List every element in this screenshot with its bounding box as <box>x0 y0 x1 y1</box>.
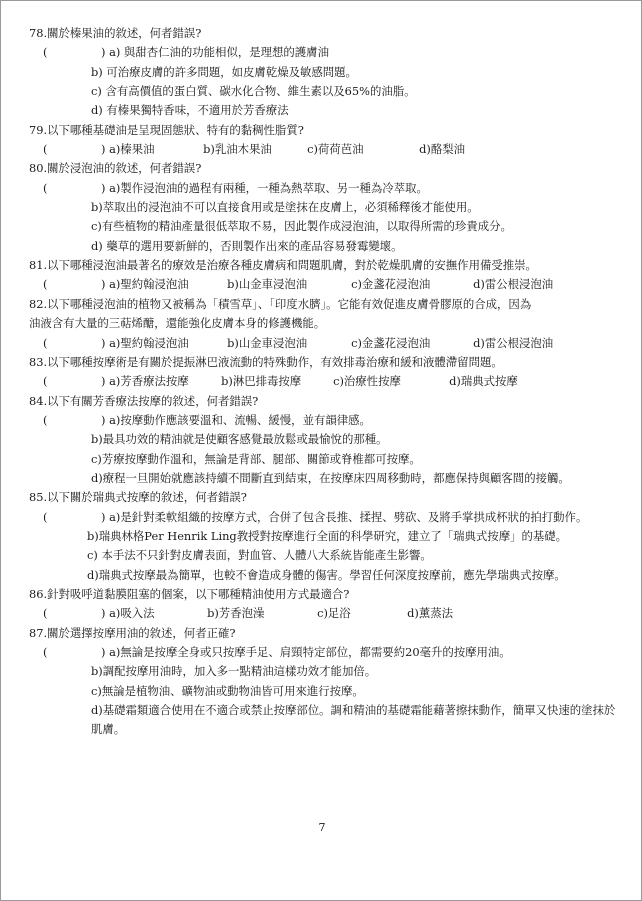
question-84-option-a: ( ) a)按摩動作應該要溫和、流暢、緩慢，並有韻律感。 <box>43 412 371 427</box>
question-82-stem-line-2: 油液含有大量的三萜烯醣，還能強化皮膚本身的修護機能。 <box>29 316 326 331</box>
question-79-option-a: a)榛果油 <box>109 142 155 157</box>
question-80-option-d: d) 藥草的選用要新鮮的，否則製作出來的產品容易發霉變壞。 <box>91 238 403 253</box>
question-80-stem: 80.關於浸泡油的敘述，何者錯誤? <box>29 161 202 176</box>
question-86-option-c: c)足浴 <box>317 606 351 621</box>
question-81-stem: 81.以下哪種浸泡油最著名的療效是治療各種皮膚病和問題肌膚，對於乾燥肌膚的安撫作用備受推崇。 <box>29 258 537 273</box>
question-82-options: ( ) a)聖約翰浸泡油 b)山金車浸泡油 c)金盞花浸泡油 d)雷公根浸泡油 <box>29 334 625 353</box>
question-80-option-c: c)有些植物的精油產量很低萃取不易，因此製作成浸泡油，以取得所需的珍貴成分。 <box>91 219 512 234</box>
question-81-option-c: c)金盞花浸泡油 <box>351 277 431 292</box>
question-81-option-a: a)聖約翰浸泡油 <box>109 277 189 292</box>
question-83-option-b: b)淋巴排毒按摩 <box>221 374 302 389</box>
question-79-option-d: d)酪梨油 <box>419 142 465 157</box>
page-number: 7 <box>318 821 326 834</box>
question-78-stem: 78.關於榛果油的敘述，何者錯誤? <box>29 26 202 40</box>
question-81-options: ( ) a)聖約翰浸泡油 b)山金車浸泡油 c)金盞花浸泡油 d)雷公根浸泡油 <box>29 275 625 294</box>
question-85-option-d: d)瑞典式按摩最為簡單，也較不會造成身體的傷害。學習任何深度按摩前，應先學瑞典式按摩。 <box>87 567 566 582</box>
question-86-option-a: a)吸入法 <box>109 606 155 621</box>
question-87-option-a: ( ) a)無論是按摩全身或只按摩手足、肩頸特定部位，都需要約20毫升的按摩用油。 <box>43 645 511 659</box>
question-87-option-b: b)調配按摩用油時，加入多一點精油這樣功效才能加倍。 <box>91 664 377 679</box>
question-78-option-b: b) 可治療皮膚的許多問題，如皮膚乾燥及敏感問題。 <box>91 64 357 79</box>
question-78-option-d: d) 有榛果獨特香味，不適用於芳香療法 <box>91 103 289 118</box>
question-80-option-b: b)萃取出的浸泡油不可以直接食用或是塗抹在皮膚上，必須稀釋後才能使用。 <box>91 200 479 215</box>
question-86-options: ( ) a)吸入法 b)芳香泡澡 c)足浴 d)薰蒸法 <box>29 604 625 623</box>
question-84-stem: 84.以下有關芳香療法按摩的敘述，何者錯誤? <box>29 393 259 408</box>
question-78-option-c: c) 含有高價值的蛋白質、碳水化合物、維生素以及65%的油脂。 <box>91 84 416 99</box>
question-83-stem: 83.以下哪種按摩術是有關於提振淋巴液流動的特殊動作，有效排毒治療和緩和液體滯留問題。 <box>29 354 503 369</box>
question-85-option-c: c) 本手法不只針對皮膚表面，對血管、人體八大系統皆能產生影響。 <box>87 548 432 563</box>
question-83-option-c: c)治療性按摩 <box>333 374 401 389</box>
question-82-option-d: d)雷公根浸泡油 <box>473 335 554 350</box>
question-82-option-a: a)聖約翰浸泡油 <box>109 335 189 350</box>
question-78-option-a: ( ) a) 與甜杏仁油的功能相似，是理想的護膚油 <box>43 45 329 60</box>
question-79-option-b: b)乳油木果油 <box>203 142 272 157</box>
question-87-option-d: d)基礎霜類適合使用在不適合或禁止按摩部位。調和精油的基礎霜能藉著擦抹動作，簡單又快速的塗抹於肌膚。 <box>91 703 616 737</box>
question-87-option-c: c)無論是植物油、礦物油或動物油皆可用來進行按摩。 <box>91 683 364 698</box>
question-80-option-a: ( ) a)製作浸泡油的過程有兩種，一種為熱萃取、另一種為冷萃取。 <box>43 180 428 195</box>
question-81-option-b: b)山金車浸泡油 <box>227 277 308 292</box>
question-84-option-c: c)芳療按摩動作溫和，無論是背部、腿部、關節或脊椎都可按摩。 <box>91 451 421 466</box>
question-84-option-d: d)療程一旦開始就應該持續不間斷直到結束，在按摩床四周移動時，都應保持與顧客間的接觸。 <box>91 470 570 485</box>
question-86-stem: 86.針對吸呼道黏膜阻塞的個案，以下哪種精油使用方式最適合? <box>29 586 350 601</box>
question-79-stem: 79.以下哪種基礎油是呈現固態狀、特有的黏稠性脂質? <box>29 122 304 137</box>
question-86-option-b: b)芳香泡澡 <box>207 606 265 621</box>
question-81-option-d: d)雷公根浸泡油 <box>473 277 554 292</box>
question-85-option-b: b)瑞典林格Per Henrik Ling教授對按摩進行全面的科學研究，建立了「瑞典式按摩」的基礎。 <box>87 528 568 543</box>
question-85-stem: 85.以下關於瑞典式按摩的敘述，何者錯誤? <box>29 490 247 505</box>
question-84-option-b: b)最具功效的精油就是使顧客感覺最放鬆或最愉悅的那種。 <box>91 432 388 447</box>
question-83-option-d: d)瑞典式按摩 <box>449 374 518 389</box>
question-83-option-a: a)芳香療法按摩 <box>109 374 189 389</box>
question-list <box>29 24 625 740</box>
question-83-options: ( ) a)芳香療法按摩 b)淋巴排毒按摩 c)治療性按摩 d)瑞典式按摩 <box>29 372 625 391</box>
question-87-stem: 87.關於選擇按摩用油的敘述，何者正確? <box>29 625 236 640</box>
question-82-stem-line-1: 82.以下哪種浸泡油的植物又被稱為「積雪草」、「印度水臍」。它能有效促進皮膚骨膠原的合成，因為 <box>29 296 532 311</box>
question-82-option-c: c)金盞花浸泡油 <box>351 335 431 350</box>
question-79-option-c: c)荷荷芭油 <box>307 142 364 157</box>
question-85-option-a: ( ) a)是針對柔軟組織的按摩方式，合併了包含長推、揉捏、劈砍、及將手掌拱成杯狀的拍打動作。 <box>43 509 588 524</box>
question-79-options: ( ) a)榛果油 b)乳油木果油 c)荷荷芭油 d)酪梨油 <box>29 140 625 159</box>
question-82-option-b: b)山金車浸泡油 <box>227 335 308 350</box>
question-86-option-d: d)薰蒸法 <box>407 606 453 621</box>
